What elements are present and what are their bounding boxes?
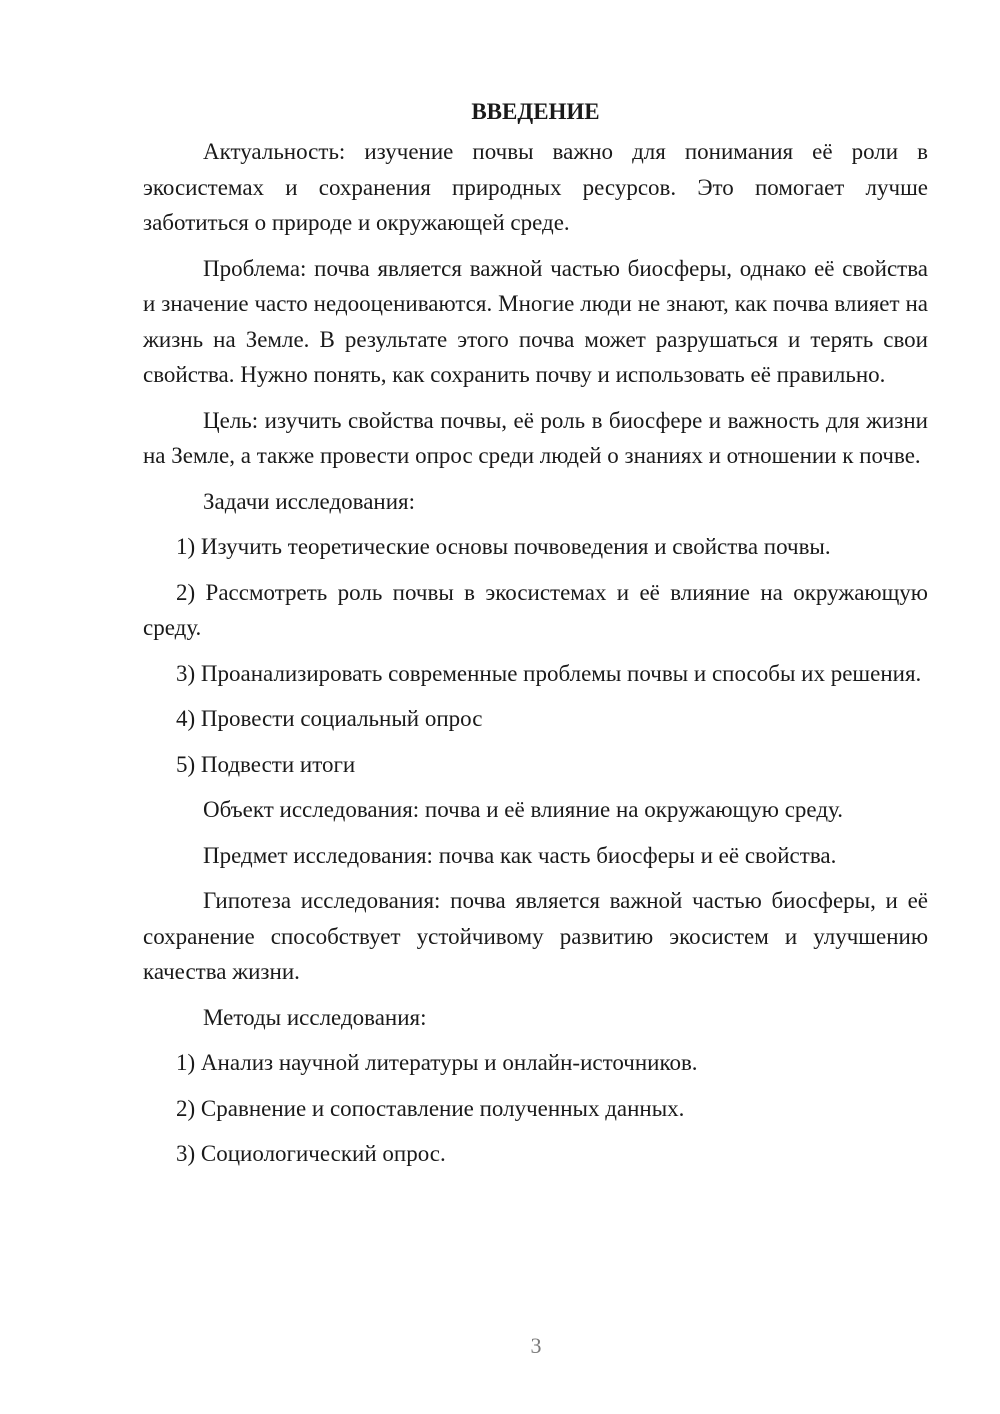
tasks-heading: Задачи исследования:	[203, 488, 416, 514]
method-item: 1) Анализ научной литературы и онлайн-источников.	[176, 1050, 698, 1075]
task-item: 1) Изучить теоретические основы почвоведения и свойства почвы.	[176, 534, 831, 559]
page-number: 3	[530, 1333, 542, 1358]
goal-paragraph: Цель: изучить свойства почвы, её роль в биосфере и важность для жизни на Земле, а также провести опрос среди людей о знаниях и отношении к почве.	[143, 407, 928, 468]
problem-paragraph: Проблема: почва является важной частью биосферы, однако её свойства и значение часто недооцениваются. Многие люди не знают, как почва влияет на жизнь на Земле. В результате этого почва может разрушаться и терять свои свойства. Нужно понять, как сохранить почву и использовать её правильно.	[143, 255, 928, 387]
page-content	[143, 94, 928, 1172]
task-item: 2) Рассмотреть роль почвы в экосистемах и её влияние на окружающую среду.	[143, 579, 928, 640]
hypothesis-paragraph: Гипотеза исследования: почва является важной частью биосферы, и её сохранение способствует устойчивому развитию экосистем и улучшению качества жизни.	[143, 888, 928, 984]
relevance-paragraph: Актуальность: изучение почвы важно для понимания её роли в экосистемах и сохранения природных ресурсов. Это помогает лучше заботиться о природе и окружающей среде.	[143, 139, 928, 235]
method-item: 3) Социологический опрос.	[176, 1141, 446, 1166]
task-item: 4) Провести социальный опрос	[176, 706, 483, 731]
subject-paragraph: Предмет исследования: почва как часть биосферы и её свойства.	[203, 842, 837, 868]
task-item: 5) Подвести итоги	[176, 751, 356, 777]
methods-heading: Методы исследования:	[203, 1004, 427, 1030]
method-item: 2) Сравнение и сопоставление полученных данных.	[176, 1095, 685, 1121]
object-paragraph: Объект исследования: почва и её влияние на окружающую среду.	[203, 797, 843, 822]
section-title: ВВЕДЕНИЕ	[471, 99, 600, 124]
task-item: 3) Проанализировать современные проблемы почвы и способы их решения.	[176, 660, 922, 686]
